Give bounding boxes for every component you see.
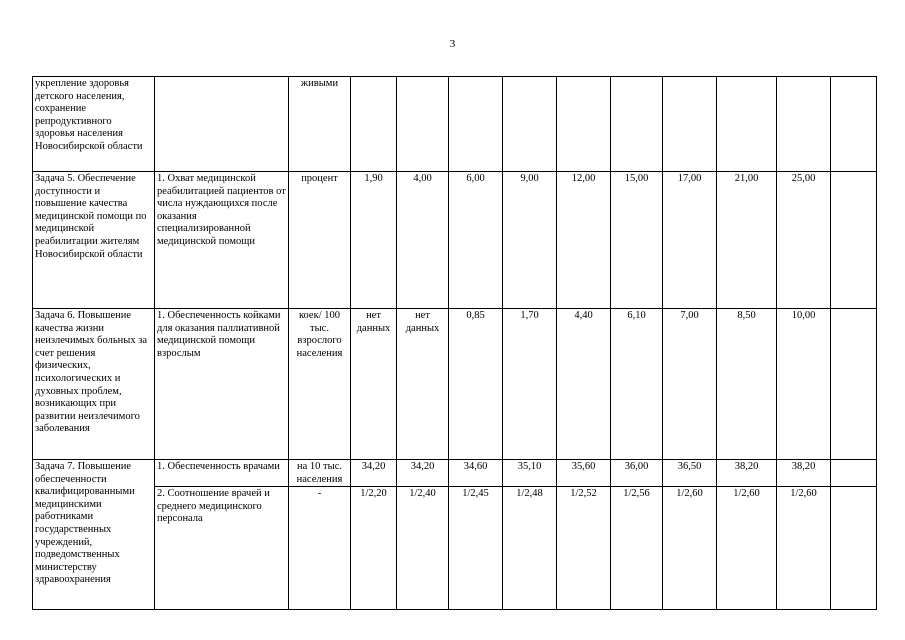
value-cell: 34,20 — [397, 460, 449, 487]
table-row — [33, 460, 877, 487]
value-cell: 1/2,48 — [503, 487, 557, 610]
value-cell — [777, 77, 831, 172]
indicator-cell — [155, 77, 289, 172]
task-cell: Задача 7. Повышение обеспеченности квалифицированными медицинскими работниками государственных учреждений, подведомственных министерству здравоохранения — [33, 460, 155, 610]
value-cell — [557, 77, 611, 172]
value-cell — [503, 77, 557, 172]
unit-cell: на 10 тыс. населения — [289, 460, 351, 487]
value-cell — [449, 77, 503, 172]
value-cell — [831, 77, 877, 172]
value-cell — [831, 309, 877, 460]
value-cell: 4,00 — [397, 172, 449, 309]
unit-cell: - — [289, 487, 351, 610]
unit-cell: коек/ 100 тыс. взрослого населения — [289, 309, 351, 460]
page-number: 3 — [449, 38, 456, 50]
value-cell — [831, 172, 877, 309]
table-row — [33, 77, 877, 172]
value-cell — [611, 77, 663, 172]
task-cell: Задача 6. Повышение качества жизни неизлечимых больных за счет решения физических, психологических и духовных проблем, возникающих при развитии неизлечимого заболевания — [33, 309, 155, 460]
value-cell: 9,00 — [503, 172, 557, 309]
value-cell: 1/2,20 — [351, 487, 397, 610]
table-row — [33, 487, 877, 610]
value-cell: 36,50 — [663, 460, 717, 487]
value-cell: 1,70 — [503, 309, 557, 460]
value-cell: 6,00 — [449, 172, 503, 309]
value-cell: 15,00 — [611, 172, 663, 309]
value-cell: 35,10 — [503, 460, 557, 487]
table-row — [33, 309, 877, 460]
indicator-cell: 1. Обеспеченность койками для оказания паллиативной медицинской помощи взрослым — [155, 309, 289, 460]
value-cell — [663, 77, 717, 172]
value-cell: нет данных — [351, 309, 397, 460]
value-cell: 7,00 — [663, 309, 717, 460]
value-cell — [831, 460, 877, 487]
value-cell: 1/2,52 — [557, 487, 611, 610]
task-cell: Задача 5. Обеспечение доступности и повышение качества медицинской помощи по медицинской реабилитации жителям Новосибирской области — [33, 172, 155, 309]
value-cell: 1/2,45 — [449, 487, 503, 610]
value-cell: 1/2,40 — [397, 487, 449, 610]
value-cell: 0,85 — [449, 309, 503, 460]
task-cell: укрепление здоровья детского населения, сохранение репродуктивного здоровья населения Новосибирской области — [33, 77, 155, 172]
value-cell: 6,10 — [611, 309, 663, 460]
value-cell — [397, 77, 449, 172]
value-cell: 36,00 — [611, 460, 663, 487]
value-cell: 1/2,60 — [663, 487, 717, 610]
value-cell — [717, 77, 777, 172]
value-cell: 1/2,60 — [777, 487, 831, 610]
value-cell: 38,20 — [777, 460, 831, 487]
value-cell: 38,20 — [717, 460, 777, 487]
value-cell — [351, 77, 397, 172]
indicators-table — [32, 76, 877, 610]
value-cell — [831, 487, 877, 610]
value-cell: 12,00 — [557, 172, 611, 309]
indicator-cell: 1. Обеспеченность врачами — [155, 460, 289, 487]
value-cell: 1/2,56 — [611, 487, 663, 610]
value-cell: 21,00 — [717, 172, 777, 309]
table-row — [33, 172, 877, 309]
value-cell: 4,40 — [557, 309, 611, 460]
value-cell: 17,00 — [663, 172, 717, 309]
value-cell: нет данных — [397, 309, 449, 460]
value-cell: 8,50 — [717, 309, 777, 460]
value-cell: 25,00 — [777, 172, 831, 309]
unit-cell: живыми — [289, 77, 351, 172]
value-cell: 10,00 — [777, 309, 831, 460]
value-cell: 35,60 — [557, 460, 611, 487]
indicator-cell: 1. Охват медицинской реабилитацией пациентов от числа нуждающихся после оказания специализированной медицинской помощи — [155, 172, 289, 309]
value-cell: 34,60 — [449, 460, 503, 487]
unit-cell: процент — [289, 172, 351, 309]
indicator-cell: 2. Соотношение врачей и среднего медицинского персонала — [155, 487, 289, 610]
value-cell: 1,90 — [351, 172, 397, 309]
value-cell: 34,20 — [351, 460, 397, 487]
value-cell: 1/2,60 — [717, 487, 777, 610]
